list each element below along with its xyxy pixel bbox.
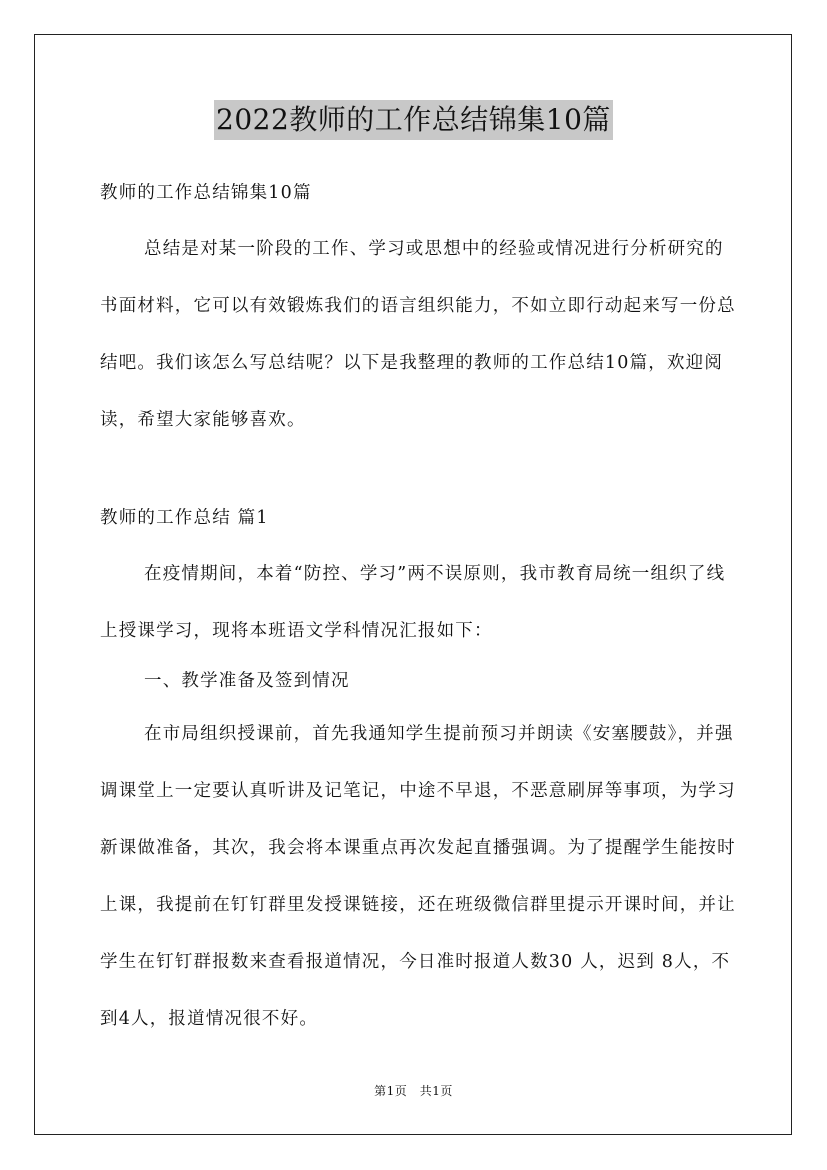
section-heading: 教师的工作总结 篇1 xyxy=(100,508,269,528)
section-subheading: 一、教学准备及签到情况 xyxy=(144,671,350,691)
document-subtitle: 教师的工作总结锦集10篇 xyxy=(100,183,312,203)
section-paragraph-1: 在疫情期间，本着“防控、学习”两不误原则，我市教育局统一组织了线上授课学习，现将本班语文学科情况汇报如下： xyxy=(100,564,726,641)
intro-paragraph: 总结是对某一阶段的工作、学习或思想中的经验或情况进行分析研究的书面材料，它可以有效锻炼我们的语言组织能力，不如立即行动起来写一份总结吧。我们该怎么写总结呢？以下是我整理的教师的工作总结10篇，欢迎阅读，希望大家能够喜欢。 xyxy=(100,239,736,430)
title-container xyxy=(0,100,827,140)
section-paragraph-2: 在市局组织授课前，首先我通知学生提前预习并朗读《安塞腰鼓》，并强调课堂上一定要认真听讲及记笔记，中途不早退，不恶意刷屏等事项，为学习新课做准备，其次，我会将本课重点再次发起直播强调。为了提醒学生能按时上课，我提前在钉钉群里发授课链接，还在班级微信群里提示开课时间，并让学生在钉钉群报数来查看报道情况，今日准时报道人数30 人，迟到 8人，不到4人，报道情况很不好。 xyxy=(100,724,736,1029)
page-footer: 第1页 共1页 xyxy=(374,1084,453,1098)
document-title: 2022教师的工作总结锦集10篇 xyxy=(214,100,613,140)
